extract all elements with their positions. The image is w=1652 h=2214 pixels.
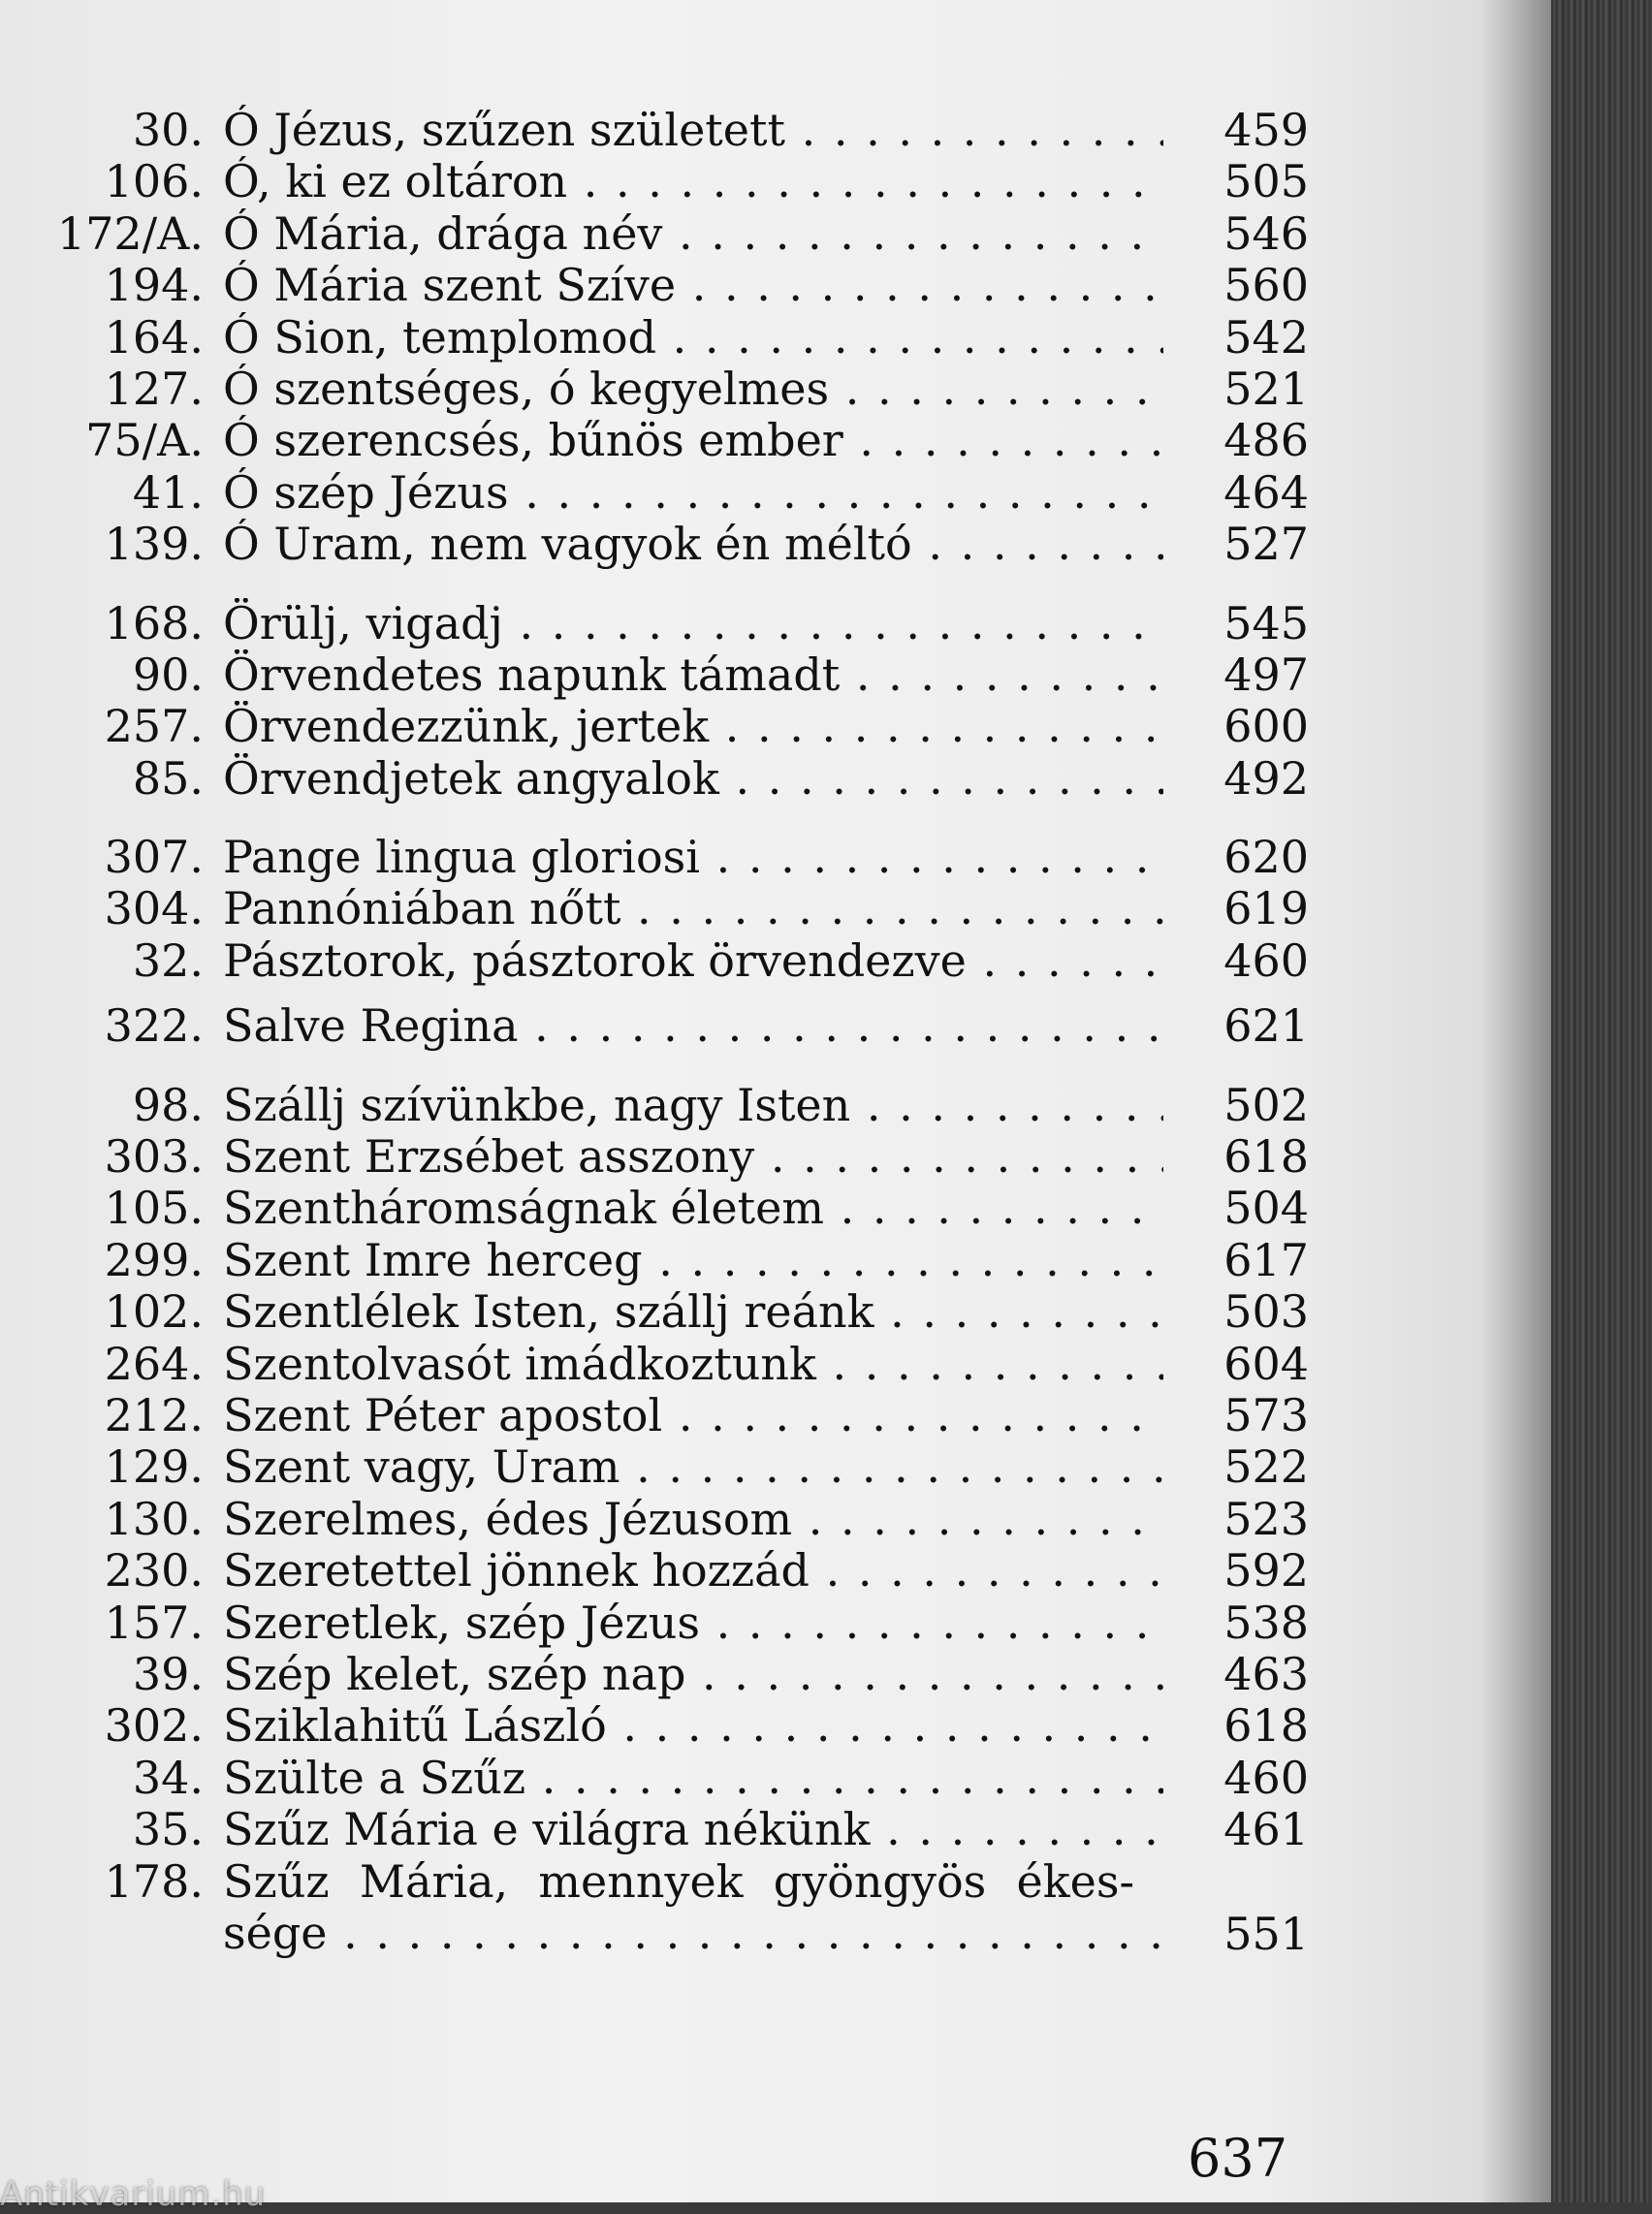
entry-number: 106. [104,155,204,208]
index-entry [29,1753,1309,1804]
index-entry [29,935,1309,987]
index-entry [29,649,1309,701]
index-entry [29,1000,1309,1052]
entry-title: Ó szép Jézus . . . [223,467,1163,519]
entry-title [223,1856,1163,1959]
index-entry [29,1183,1309,1234]
entry-title: Szentlélek Isten, szállj reánk . . . [223,1286,1163,1338]
index-entry [29,415,1309,466]
entry-page: 503 [1223,1285,1309,1339]
entry-number: 39. [132,1647,204,1700]
entry-title: Ó szerencsés, bűnös ember . . . [223,415,1163,466]
entry-page: 560 [1223,259,1309,312]
index-entry [29,1597,1309,1649]
entry-title: Szeretettel jönnek hozzád . . . [223,1545,1163,1597]
entry-number: 212. [104,1388,204,1441]
entry-page: 538 [1223,1596,1309,1649]
index-entry [29,1390,1309,1441]
index-entry [29,1235,1309,1286]
entry-number: 35. [132,1803,204,1856]
index-entry [29,208,1309,260]
entry-title: Ó Jézus, szűzen született . . . [223,105,1163,156]
entry-title: Szent vagy, Uram . . . [223,1441,1163,1493]
entry-page: 527 [1223,518,1309,571]
index-entry [29,364,1309,415]
entry-number: 178. [104,1854,204,1908]
entry-number: 302. [104,1699,204,1753]
index-entry [29,753,1309,805]
entry-number: 102. [104,1285,204,1339]
entry-title: Ó szentséges, ó kegyelmes . . . [223,364,1163,415]
entry-title: Szerelmes, édes Jézusom . . . [223,1494,1163,1545]
index-entry [29,1545,1309,1597]
index-entry [29,1649,1309,1700]
index-entry [29,598,1309,649]
entry-page: 502 [1223,1078,1309,1131]
page-edge-shadow [1483,0,1551,2202]
index-entry [29,1286,1309,1338]
entry-title-line2: sége . . . [223,1908,1163,1959]
entry-number: 127. [104,362,204,415]
entry-title: Szűz Mária e világra nékünk . . . [223,1804,1163,1855]
entry-title: Pange lingua gloriosi . . . [223,832,1163,883]
entry-title: Sziklahitű László . . . [223,1700,1163,1752]
entry-page: 464 [1223,465,1309,519]
index-entry [29,701,1309,752]
entry-number: 90. [132,648,204,701]
entry-number: 34. [132,1751,204,1804]
entry-title: Örvendetes napunk támadt . . . [223,649,1163,701]
entry-page: 497 [1223,648,1309,701]
entry-number: 194. [104,259,204,312]
entry-number: 32. [132,933,204,987]
entry-page: 600 [1223,700,1309,753]
entry-page: 542 [1223,310,1309,364]
entry-title: Pásztorok, pásztorok örvendezve . . . [223,935,1163,987]
index-entry [29,519,1309,570]
entry-page: 573 [1223,1388,1309,1441]
entry-number: 307. [104,831,204,884]
entry-number: 322. [104,999,204,1053]
entry-title: Szeretlek, szép Jézus . . . [223,1597,1163,1649]
entry-number: 257. [104,700,204,753]
entry-page: 461 [1223,1803,1309,1856]
entry-title: Szép kelet, szép nap . . . [223,1649,1163,1700]
entry-page: 486 [1223,414,1309,467]
entry-page: 523 [1223,1492,1309,1545]
page-number: 637 [1188,2128,1288,2189]
entry-title: Szent Péter apostol . . . [223,1390,1163,1441]
entry-page: 545 [1223,596,1309,649]
watermark-text: Antikvarium.hu [0,2175,267,2214]
entry-page: 621 [1223,999,1309,1053]
entry-page: 620 [1223,831,1309,884]
index-entry [29,1804,1309,1855]
entry-page: 592 [1223,1544,1309,1597]
entry-title: Szállj szívünkbe, nagy Isten . . . [223,1080,1163,1131]
entry-number: 139. [104,518,204,571]
entry-title-line1: Szűz Mária, mennyek gyöngyös ékes- [223,1855,1134,1908]
entry-page: 459 [1223,104,1309,156]
group-spacer [29,1053,1309,1080]
entry-page: 460 [1223,933,1309,987]
index-entry [29,260,1309,311]
entry-page: 604 [1223,1337,1309,1390]
entry-number: 172/A. [56,206,204,260]
entry-page: 505 [1223,155,1309,208]
entry-title: Ó Mária, drága név . . . [223,208,1163,260]
entry-number: 41. [132,465,204,519]
group-spacer [29,987,1309,1000]
entry-page: 618 [1223,1130,1309,1184]
entry-title: Örvendjetek angyalok . . . [223,753,1163,805]
entry-title: Ó, ki ez oltáron . . . [223,156,1163,207]
entry-number: 164. [104,310,204,364]
entry-number: 105. [104,1182,204,1235]
entry-page: 463 [1223,1647,1309,1700]
group-spacer [29,571,1309,598]
entry-title: Ó Uram, nem vagyok én méltó . . . [223,519,1163,570]
index-entry [29,467,1309,519]
entry-title: Örvendezzünk, jertek . . . [223,701,1163,752]
entry-number: 299. [104,1233,204,1286]
index-entry [29,1494,1309,1545]
entry-number: 129. [104,1440,204,1494]
entry-page: 546 [1223,206,1309,260]
entry-page: 521 [1223,362,1309,415]
entry-title: Szent Imre herceg . . . [223,1235,1163,1286]
index-entry [29,1700,1309,1752]
entry-page: 551 [1223,1907,1309,1960]
entry-title: Ó Mária szent Szíve . . . [223,260,1163,311]
index-entry [29,832,1309,883]
entry-number: 75/A. [85,414,204,467]
entry-page: 504 [1223,1182,1309,1235]
entry-number: 85. [132,751,204,805]
entry-page: 522 [1223,1440,1309,1494]
index-entry [29,312,1309,364]
entry-number: 130. [104,1492,204,1545]
entry-number: 157. [104,1596,204,1649]
entry-page: 619 [1223,882,1309,935]
entry-number: 30. [132,104,204,156]
entry-page: 492 [1223,751,1309,805]
entry-title: Salve Regina . . . [223,1000,1163,1052]
index-entry [29,883,1309,934]
group-spacer [29,805,1309,832]
entry-number: 303. [104,1130,204,1184]
entry-page: 618 [1223,1699,1309,1753]
song-index-list [29,105,1309,1961]
entry-number: 264. [104,1337,204,1390]
entry-number: 98. [132,1078,204,1131]
index-entry [29,105,1309,156]
index-entry [29,1339,1309,1390]
book-cover-edge [1551,0,1652,2202]
entry-title: Szent Erzsébet asszony . . . [223,1131,1163,1183]
index-entry [29,1131,1309,1183]
entry-title: Szentolvasót imádkoztunk . . . [223,1339,1163,1390]
index-entry [29,1856,1309,1961]
entry-title: Szülte a Szűz . . . [223,1753,1163,1804]
entry-title: Örülj, vigadj . . . [223,598,1163,649]
entry-title: Pannóniában nőtt . . . [223,883,1163,934]
entry-title: Ó Sion, templomod . . . [223,312,1163,364]
index-entry [29,156,1309,207]
index-entry [29,1080,1309,1131]
entry-number: 230. [104,1544,204,1597]
entry-page: 617 [1223,1233,1309,1286]
entry-number: 304. [104,882,204,935]
entry-title: Szentháromságnak életem . . . [223,1183,1163,1234]
index-entry [29,1441,1309,1493]
entry-page: 460 [1223,1751,1309,1804]
entry-number: 168. [104,596,204,649]
